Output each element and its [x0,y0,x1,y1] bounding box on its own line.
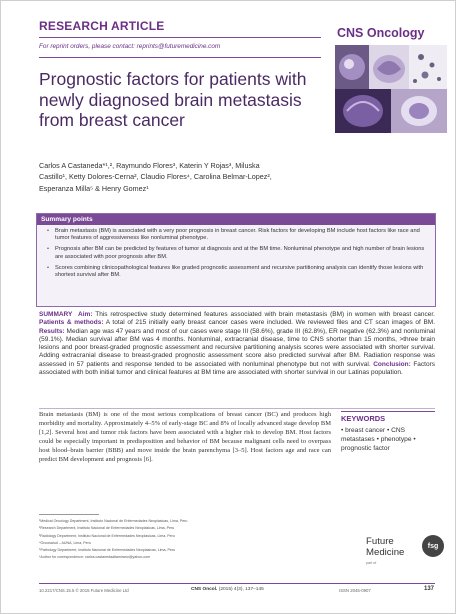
publisher-logo [366,536,404,569]
abstract-aim-label: Aim: [78,311,93,318]
citation [191,587,264,592]
keyword: • phenotype [376,436,412,443]
article-type-label: RESEARCH ARTICLE [39,19,165,33]
citation-journal: CNS Oncol. [191,587,218,592]
footnote: ³Radiology Department, Instituto Nacional de Enfermedades Neoplasicas, Lima, Peru [39,533,175,538]
header-divider-top [39,37,321,38]
abstract-results-label: Results: [39,327,65,335]
issn: ISSN 2045-0907 [339,588,371,593]
summary-point: • Scores combining clinicopathological features like graded prognostic assessment and recursive partitioning analysis can identify those lesions with shortest survival after BM. [47,265,427,279]
author-line: Castillo¹, Ketty Dolores-Cerna², Claudio Flores⁴, Carolina Belmar-Lopez², [39,172,272,182]
footnote-divider [39,514,99,515]
publisher-name-line: Medicine [366,547,405,558]
journal-cover-image [335,45,447,133]
reprint-note: For reprint orders, please contact: reprints@futuremedicine.com [39,43,221,50]
brain-scan-collage [335,45,447,133]
keyword: • prognostic factor [341,436,416,452]
affiliation-footnotes [39,518,335,562]
abstract [39,311,435,377]
author-line: Esperanza Milla⁵ & Henry Gomez¹ [39,183,149,193]
abstract-methods-label: Patients & methods: [39,319,104,327]
summary-point: • Brain metastasis (BM) is associated with a very poor prognosis in breast cancer. Risk factors for developing BM include host factors like race and tumor features of aggressiveness like nonluminal phenotype. [47,228,427,242]
page-number: 137 [424,586,435,592]
author-list [39,160,339,194]
footnote: ⁴Oncosalud – AUNA, Lima, Peru [39,540,91,545]
abstract-conclusion-text: Factors associated with both initial tumor and clinical features at BM time are associated with shorter survival in our Latinas population. [39,360,436,377]
introduction-paragraph: Brain metastasis (BM) is one of the most serious complications of breast cancer (BC) and produces high morbidity and mortality. Approximately 4–5% of early-stage BC and 8% of locally advanced stage develop BM [1,2]. Several host and tumor risk factors have been associated with a higher risk to develop BM. Host factors could be especially important in predisposition and behavior of BM because malignant cells need to overpass host blood–brain barrier (BBB) and move inside the brain parenchyma [3–5]. Host factors age and race can predict BM development and prognosis [6]. [39,411,331,463]
footnote: ⁵Pathology Department, Instituto Nacional de Enfermedades Neoplasicas, Lima, Peru [39,548,176,553]
abstract-results-text: Median age was 47 years and most of our cases were stage III (58.6%), grade III (62.8%), ER negative (62.3%) and nonluminal (59.1%). Median survival after BM was 4 months. Nonluminal, extracranial disease, time to CNS shorter than 15 months, >three brain lesions and poor breast-graded prognostic assessment and recursive partitioning analysis scores were associated with shorter survival. Adding extracranial disease to breast-graded prognostic assessment score also predicted survival after BM. Radiation response was assessed in 57 patients and response tended to be associated with nonluminal phenotype but not with survival. [39,327,435,368]
abstract-methods-text: A total of 215 initially early breast cancer cases were included. We reviewed files and CT scan images of BM. [103,319,435,327]
summary-point: • Prognosis after BM can be predicted by features of tumor at diagnosis and at the BM time. Nonluminal phenotype and high number of brain lesions are associated with poor prognosis after BM. [47,246,427,260]
abstract-divider [39,408,435,409]
publisher-name-line: Future [366,536,394,547]
keyword: • CNS metastases [341,427,405,443]
footnote: ²Research Department, Instituto Nacional de Enfermedades Neoplasicas, Lima, Peru [39,526,175,531]
journal-name: CNS Oncology [337,26,425,40]
article-title: Prognostic factors for patients with newly diagnosed brain metastasis from breast cancer [39,69,307,130]
keywords-list [341,426,437,453]
footnote: *Author for correspondence: carlos.castanedaaltamirano@yahoo.com [39,555,151,560]
citation-volume: (2015) 4(3), 137–145 [217,587,264,592]
keywords-heading: KEYWORDS [341,414,386,423]
abstract-aim-text: This retrospective study determined features associated with brain metastasis (BM) in women with breast cancer. [92,311,435,318]
footer-divider [39,583,435,584]
doi-copyright: 10.2217/CNS.15.5 © 2015 Future Medicine Ltd [39,588,129,593]
summary-points-heading: Summary points [37,214,435,225]
keywords-divider [341,411,435,412]
footnote: ¹Medical Oncology Department, Instituto Nacional de Enfermedades Neoplasicas, Lima, Peru [39,519,188,523]
summary-points-box [36,213,436,307]
keyword: • breast cancer [341,427,386,434]
abstract-conclusion-label: Conclusion: [373,360,411,368]
summary-points-list [37,225,435,279]
publisher-part-of: part of [366,561,377,565]
author-line: Carlos A Castaneda*¹,², Raymundo Flores³, Katerin Y Rojas³, Miluska [39,161,260,170]
fsg-logo-icon: fsg [422,535,444,557]
header-divider-bottom [39,57,321,58]
abstract-lead: SUMMARY [39,311,73,318]
